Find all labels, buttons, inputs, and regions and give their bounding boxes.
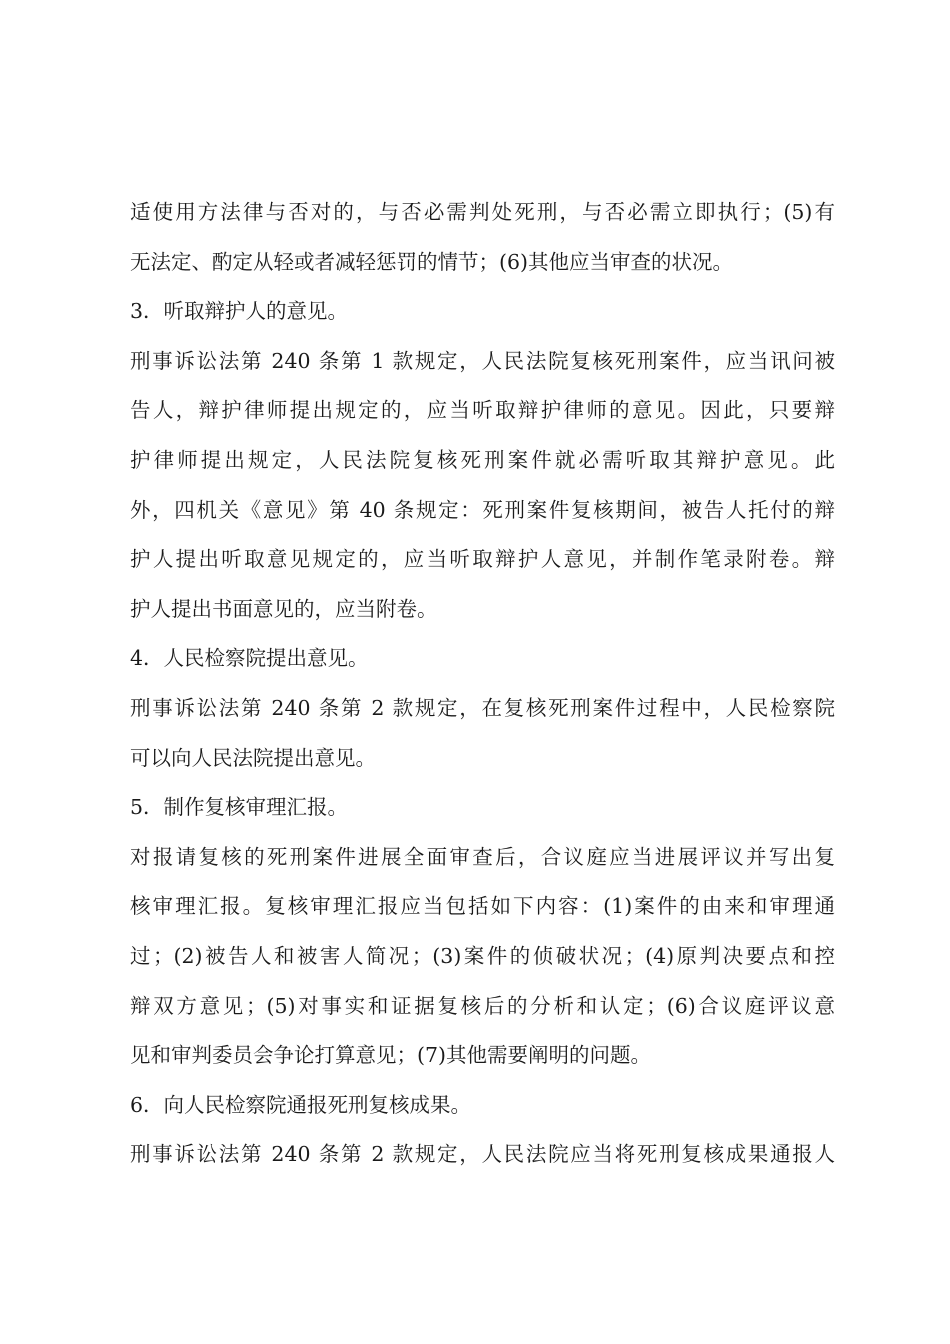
text-line: 无法定、酌定从轻或者减轻惩罚的情节；(6)其他应当审查的状况。 (130, 249, 734, 274)
text-line: 护人提出听取意见规定的，应当听取辩护人意见，并制作笔录附卷。辩 (130, 547, 835, 572)
text-line: 刑事诉讼法第 240 条第 2 款规定，在复核死刑案件过程中，人民检察院 (130, 695, 835, 720)
text-line: 告人，辩护律师提出规定的，应当听取辩护律师的意见。因此，只要辩 (130, 398, 835, 423)
text-line: 可以向人民法院提出意见。 (130, 745, 376, 770)
section-heading: 3．听取辩护人的意见。 (130, 299, 349, 324)
text-line: 刑事诉讼法第 240 条第 1 款规定，人民法院复核死刑案件，应当讯问被 (130, 348, 835, 373)
text-line: 护律师提出规定，人民法院复核死刑案件就必需听取其辩护意见。此 (130, 447, 835, 472)
text-line: 核审理汇报。复核审理汇报应当包括如下内容：(1)案件的由来和审理通 (130, 894, 835, 919)
text-line: 护人提出书面意见的，应当附卷。 (130, 596, 438, 621)
section-heading: 5．制作复核审理汇报。 (130, 795, 349, 820)
text-line: 过；(2)被告人和被害人简况；(3)案件的侦破状况；(4)原判决要点和控 (130, 943, 835, 968)
text-line: 见和审判委员会争论打算意见；(7)其他需要阐明的问题。 (130, 1043, 652, 1068)
text-line: 辩双方意见；(5)对事实和证据复核后的分析和认定；(6)合议庭评议意 (130, 993, 835, 1018)
section-heading: 4．人民检察院提出意见。 (130, 646, 369, 671)
section-heading: 6．向人民检察院通报死刑复核成果。 (130, 1092, 472, 1117)
text-line: 对报请复核的死刑案件进展全面审查后，合议庭应当进展评议并写出复 (130, 844, 835, 869)
text-line: 外，四机关《意见》第 40 条规定：死刑案件复核期间，被告人托付的辩 (130, 497, 835, 522)
text-line: 刑事诉讼法第 240 条第 2 款规定，人民法院应当将死刑复核成果通报人 (130, 1142, 835, 1167)
document-body (130, 188, 835, 1180)
text-line: 适使用方法律与否对的，与否必需判处死刑，与否必需立即执行；(5)有 (130, 200, 835, 224)
